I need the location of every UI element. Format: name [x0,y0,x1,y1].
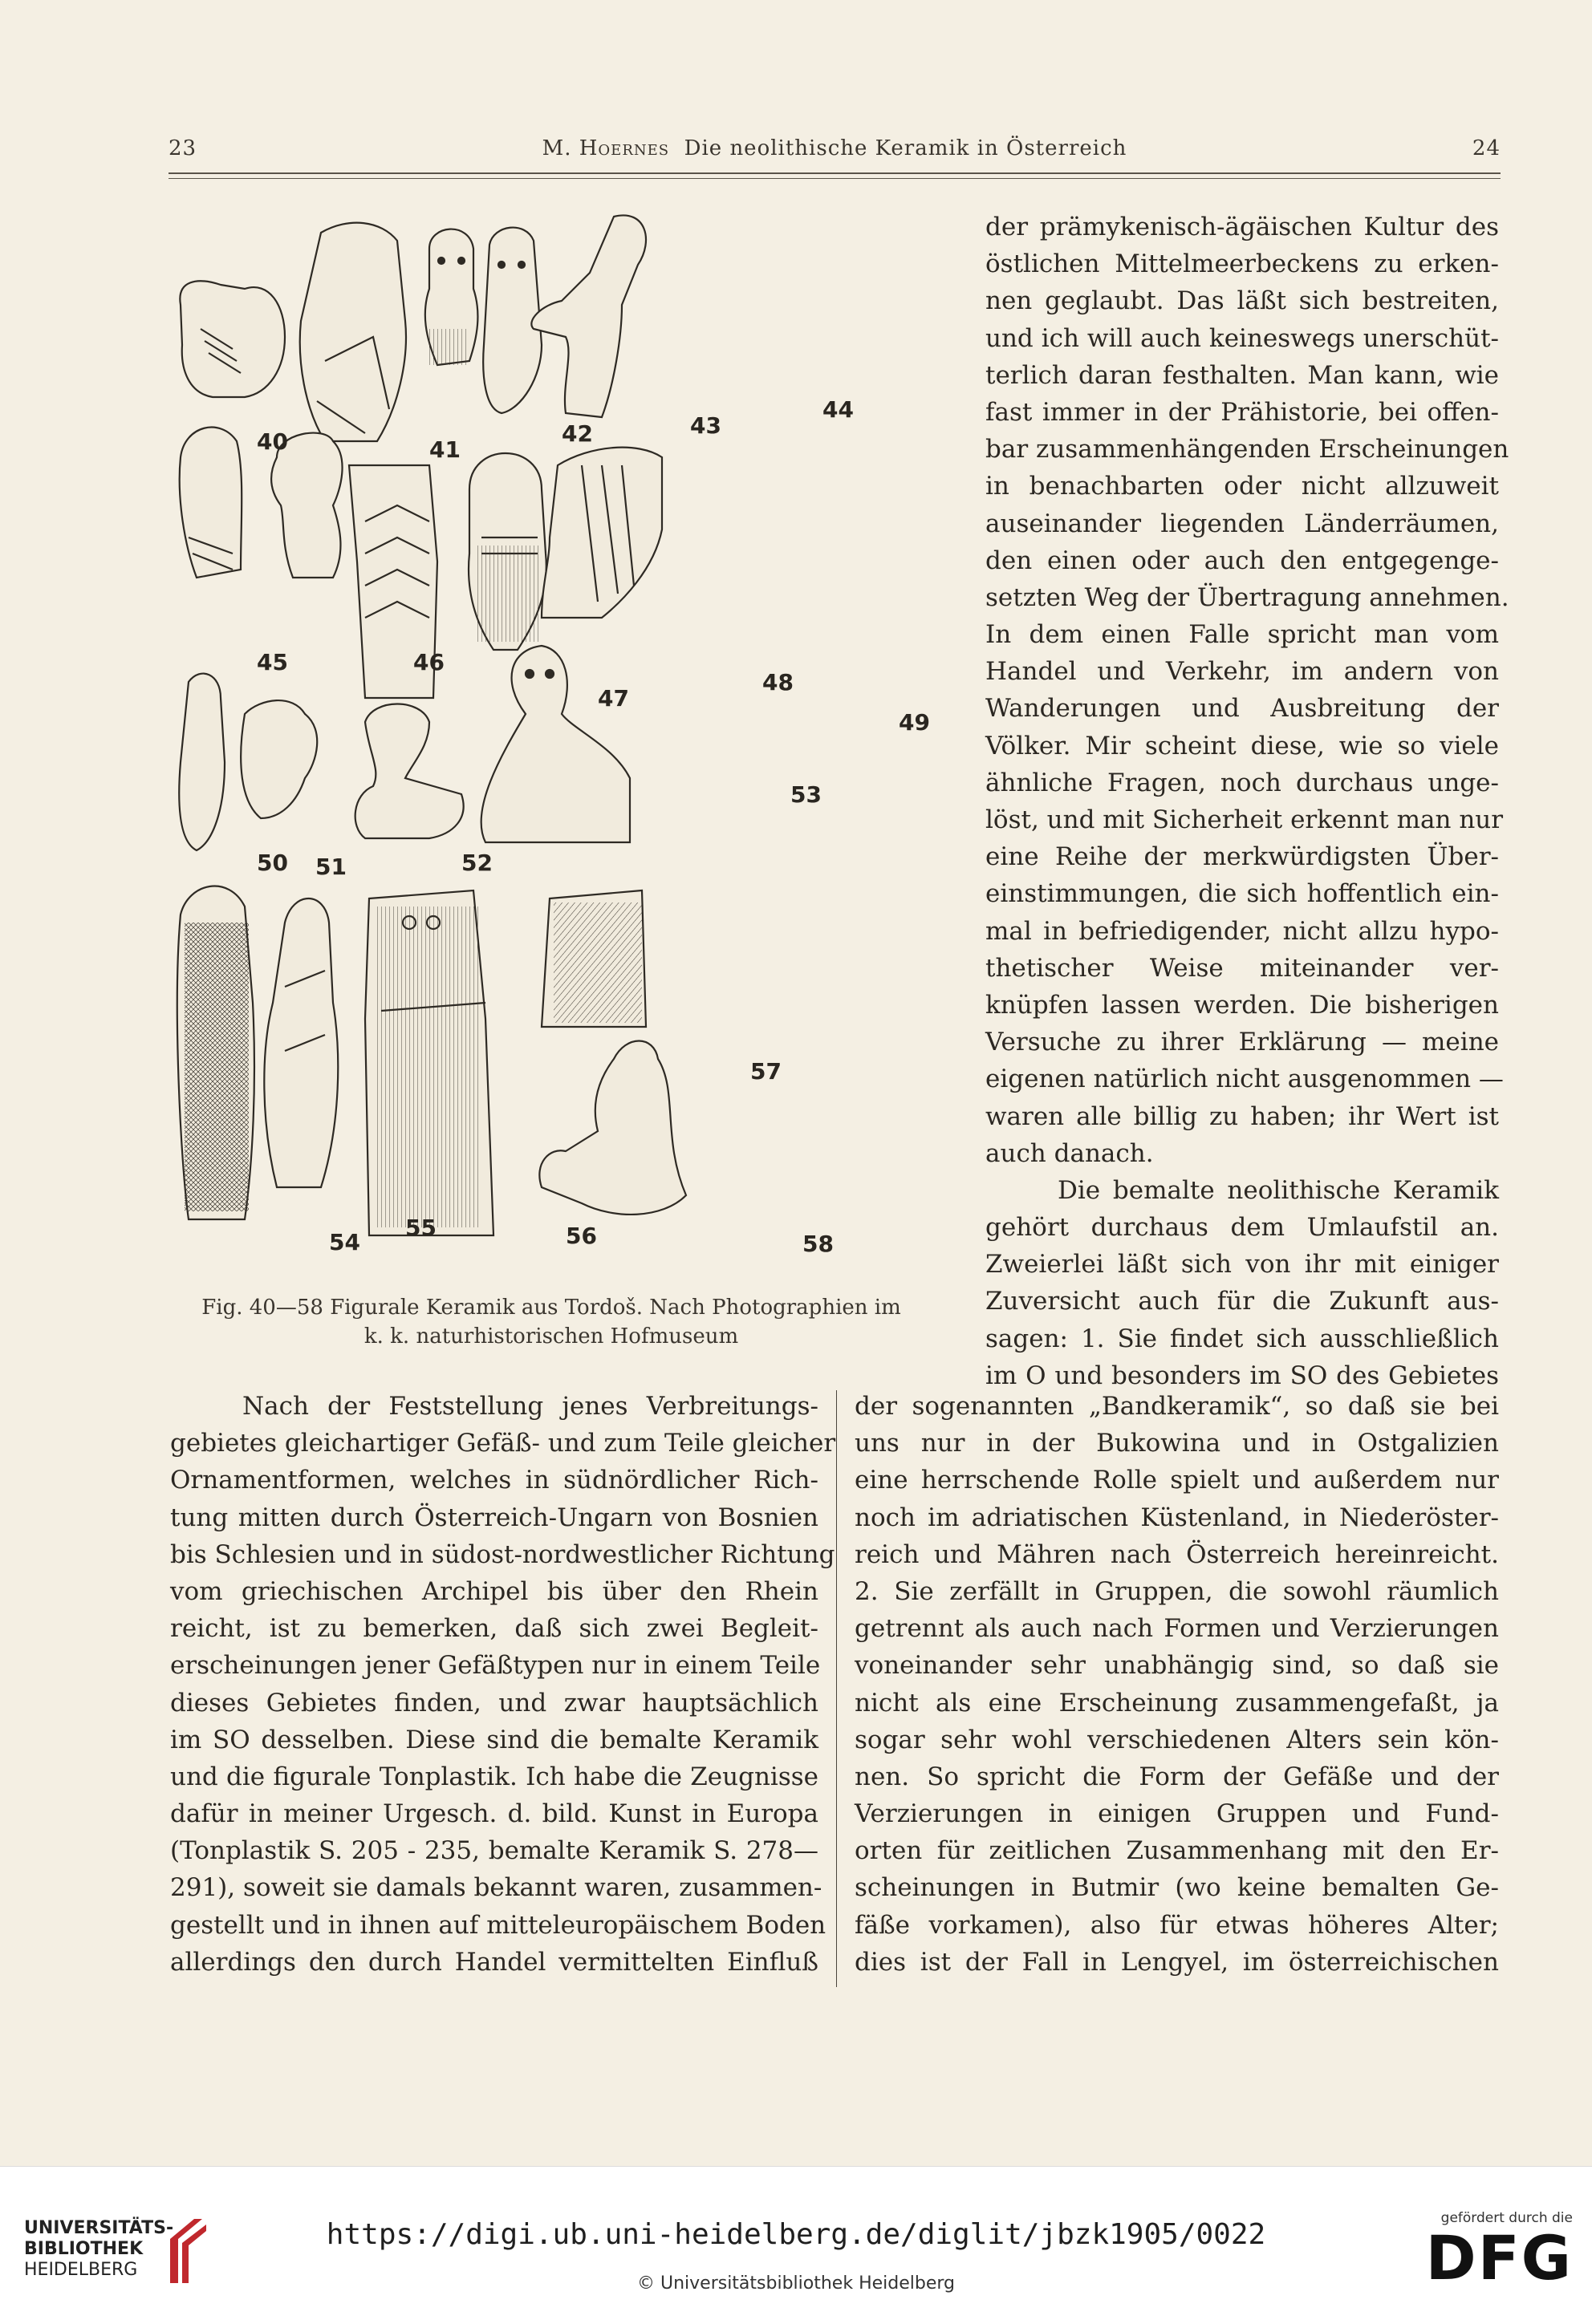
text-line: Wanderungen und Ausbreitung der [985,694,1499,724]
figurine-41 [300,223,406,441]
fig-num-43: 43 [690,412,721,439]
fig-num-42: 42 [562,420,593,447]
header-rule-thick [169,172,1501,174]
text-line: der sogenannten „Bandkeramik“, so daß sie bei [855,1392,1499,1421]
figure-caption [170,1293,932,1351]
page-number-right: 24 [1472,136,1501,160]
text-line: fast immer in der Prähistorie, bei offen- [985,397,1499,427]
text-line: gebietes gleichartiger Gefäß- und zum Teile gleicher [170,1429,836,1458]
fig-num-49: 49 [899,709,930,736]
column-divider [836,1390,837,1987]
fig-num-50: 50 [257,850,288,876]
fig-num-48: 48 [762,669,794,696]
fig-num-40: 40 [257,428,288,455]
text-line: nicht als eine Erscheinung zusammengefaßt, ja [855,1688,1499,1718]
text-line: Nach der Feststellung jenes Verbreitungs- [242,1392,818,1421]
figurine-55 [264,898,338,1187]
text-line: 2. Sie zerfällt in Gruppen, die sowohl räumlich [855,1576,1499,1606]
page-number-left: 23 [169,136,197,160]
text-line: Versuche zu ihrer Erklärung — meine [985,1028,1499,1057]
figurine-44 [531,215,646,417]
text-line: gehört durchaus dem Umlaufstil an. [985,1213,1499,1243]
text-line: fäße vorkamen), also für etwas höheres Alter; [855,1910,1499,1940]
permalink-url[interactable]: https://digi.ub.uni-heidelberg.de/diglit/jbzk1905/0022 [326,2218,1266,2251]
text-line: eine Reihe der merkwürdigsten Über- [985,842,1499,872]
running-header [169,136,1501,168]
text-line: eigenen natürlich nicht ausgenommen — [985,1065,1504,1094]
figurine-49 [542,448,662,618]
text-column-right [855,1388,1499,1981]
text-line: terlich daran festhalten. Man kann, wie [985,360,1499,390]
text-line: uns nur in der Bukowina und in Ostgalizien [855,1429,1499,1458]
figurine-40 [180,281,285,397]
text-line: Die bemalte neolithische Keramik [1058,1175,1499,1205]
copyright-notice: © Universitätsbibliothek Heidelberg [636,2273,955,2294]
figurine-58 [539,1041,686,1215]
text-line: erscheinungen jener Gefäßtypen nur in einem Teile [170,1651,821,1681]
fig-num-54: 54 [329,1229,360,1255]
text-line: nen geglaubt. Das läßt sich bestreiten, [985,286,1499,316]
text-line: im SO desselben. Diese sind die bemalte Keramik [170,1725,818,1754]
fig-num-53: 53 [790,781,822,808]
text-line: und die figurale Tonplastik. Ich habe die Zeugnisse [170,1762,818,1791]
header-author: M. Hoernes [542,136,670,160]
text-line: noch im adriatischen Küstenland, in Niederöster- [855,1503,1499,1532]
fig-num-44: 44 [822,396,854,423]
text-line: Verzierungen in einigen Gruppen und Fund- [855,1799,1499,1829]
text-line: Völker. Mir scheint diese, wie so viele [985,731,1499,760]
text-line: (Tonplastik S. 205 - 235, bemalte Keramik S. 278— [170,1836,818,1866]
text-column-left [170,1388,836,1981]
fig-num-47: 47 [598,685,629,712]
running-title [169,136,1501,160]
fig-num-52: 52 [461,850,493,876]
dfg-logo[interactable] [1412,2210,1573,2294]
text-line: der prämykenisch-ägäischen Kultur des [985,213,1499,241]
fig-num-56: 56 [566,1223,597,1249]
text-line: 291), soweit sie damals bekannt waren, zusammen- [170,1873,822,1903]
text-line: auseinander liegenden Länderräumen, [985,509,1499,538]
text-line: auch danach. [985,1138,1154,1168]
text-line: dies ist der Fall in Lengyel, im österreichischen [855,1947,1499,1977]
text-line: löst, und mit Sicherheit erkennt man nur [985,805,1504,834]
figurine-51 [241,700,317,818]
funding-label: gefördert durch die [1440,2210,1573,2226]
text-line: ähnliche Fragen, noch durchaus unge- [985,768,1499,797]
text-line: sagen: 1. Sie findet sich ausschließlich [985,1324,1499,1353]
text-line: im O und besonders im SO des Gebietes [985,1361,1499,1390]
text-line: setzten Weg der Übertragung annehmen. [985,582,1509,612]
text-line: scheinungen in Butmir (wo keine bemalten Ge- [855,1873,1499,1903]
text-line: allerdings den durch Handel vermittelten Einfluß [170,1947,818,1977]
text-line: knüpfen lassen werden. Die bisherigen [985,990,1499,1020]
text-line: voneinander sehr unabhängig sind, so daß sie [855,1651,1499,1681]
header-title: Die neolithische Keramik in Österreich [684,136,1127,160]
figurine-45 [180,428,242,578]
header-rule-thin [169,178,1501,179]
figurine-plate [164,201,930,1276]
text-line: orten für zeitlichen Zusammenhang mit den Er- [855,1836,1499,1866]
text-line: Ornamentformen, welches in südnördlicher Rich- [170,1466,818,1495]
text-line: bar zusammenhängenden Erscheinungen [985,435,1509,464]
text-line: eine herrschende Rolle spielt und außerdem nur [855,1466,1499,1495]
fig-num-51: 51 [315,854,347,880]
text-line: getrennt als auch nach Formen und Verzierungen [855,1614,1499,1644]
text-line: vom griechischen Archipel bis über den Rhein [170,1576,818,1606]
figurine-53 [481,646,630,842]
text-line: reich und Mähren nach Österreich hereinreicht. [855,1539,1499,1569]
fig-num-55: 55 [405,1215,437,1241]
caption-line-1: Fig. 40—58 Figurale Keramik aus Tordoš. Nach Photographien im [201,1296,901,1320]
figurine-50 [179,674,225,850]
library-line-2: BIBLIOTHEK [24,2239,144,2259]
text-line: in benachbarten oder nicht allzuweit [985,472,1499,501]
text-line: reicht, ist zu bemerken, daß sich zwei Begleit- [170,1614,818,1644]
fig-num-46: 46 [413,649,445,675]
text-line: Zuversicht auch für die Zukunft aus- [985,1287,1499,1316]
text-line: In dem einen Falle spricht man vom [985,620,1499,650]
text-line: Zweierlei läßt sich von ihr mit einiger [985,1250,1499,1280]
fig-num-57: 57 [750,1058,782,1085]
text-line: dieses Gebietes finden, und zwar hauptsächlich [170,1688,818,1718]
text-line: Handel und Verkehr, im andern von [985,657,1499,687]
text-line: thetischer Weise miteinander ver- [985,953,1499,983]
dfg-wordmark: DFG [1425,2222,1573,2294]
text-line: mal in befriedigender, nicht allzu hypo- [985,916,1499,946]
fig-num-58: 58 [802,1231,834,1257]
text-column-right-top [985,209,1509,1394]
text-line: waren alle billig zu haben; ihr Wert ist [985,1101,1499,1131]
text-line: östlichen Mittelmeerbeckens zu erken- [985,249,1499,279]
text-line: den einen oder auch den entgegenge- [985,546,1499,575]
caption-line-2: k. k. naturhistorischen Hofmuseum [363,1324,739,1349]
library-line-3: HEIDELBERG [24,2260,138,2280]
text-line: sogar sehr wohl verschiedenen Alters sein kön- [855,1725,1499,1754]
text-line: gestellt und in ihnen auf mitteleuropäischem Boden [170,1910,826,1940]
library-line-1: UNIVERSITÄTS- [24,2218,174,2238]
text-line: und ich will auch keineswegs unerschüt- [985,323,1499,353]
text-line: dafür in meiner Urgesch. d. bild. Kunst in Europa [170,1799,818,1829]
text-line: tung mitten durch Österreich-Ungarn von Bosnien [170,1503,818,1532]
figurine-illustration [164,201,930,1276]
text-line: bis Schlesien und in südost-nordwestlicher Richtung [170,1539,835,1569]
fig-num-45: 45 [257,649,288,675]
text-line: einstimmungen, die sich hoffentlich ein- [985,879,1499,909]
fig-num-41: 41 [429,436,461,463]
text-line: nen. So spricht die Form der Gefäße und der [855,1762,1499,1791]
